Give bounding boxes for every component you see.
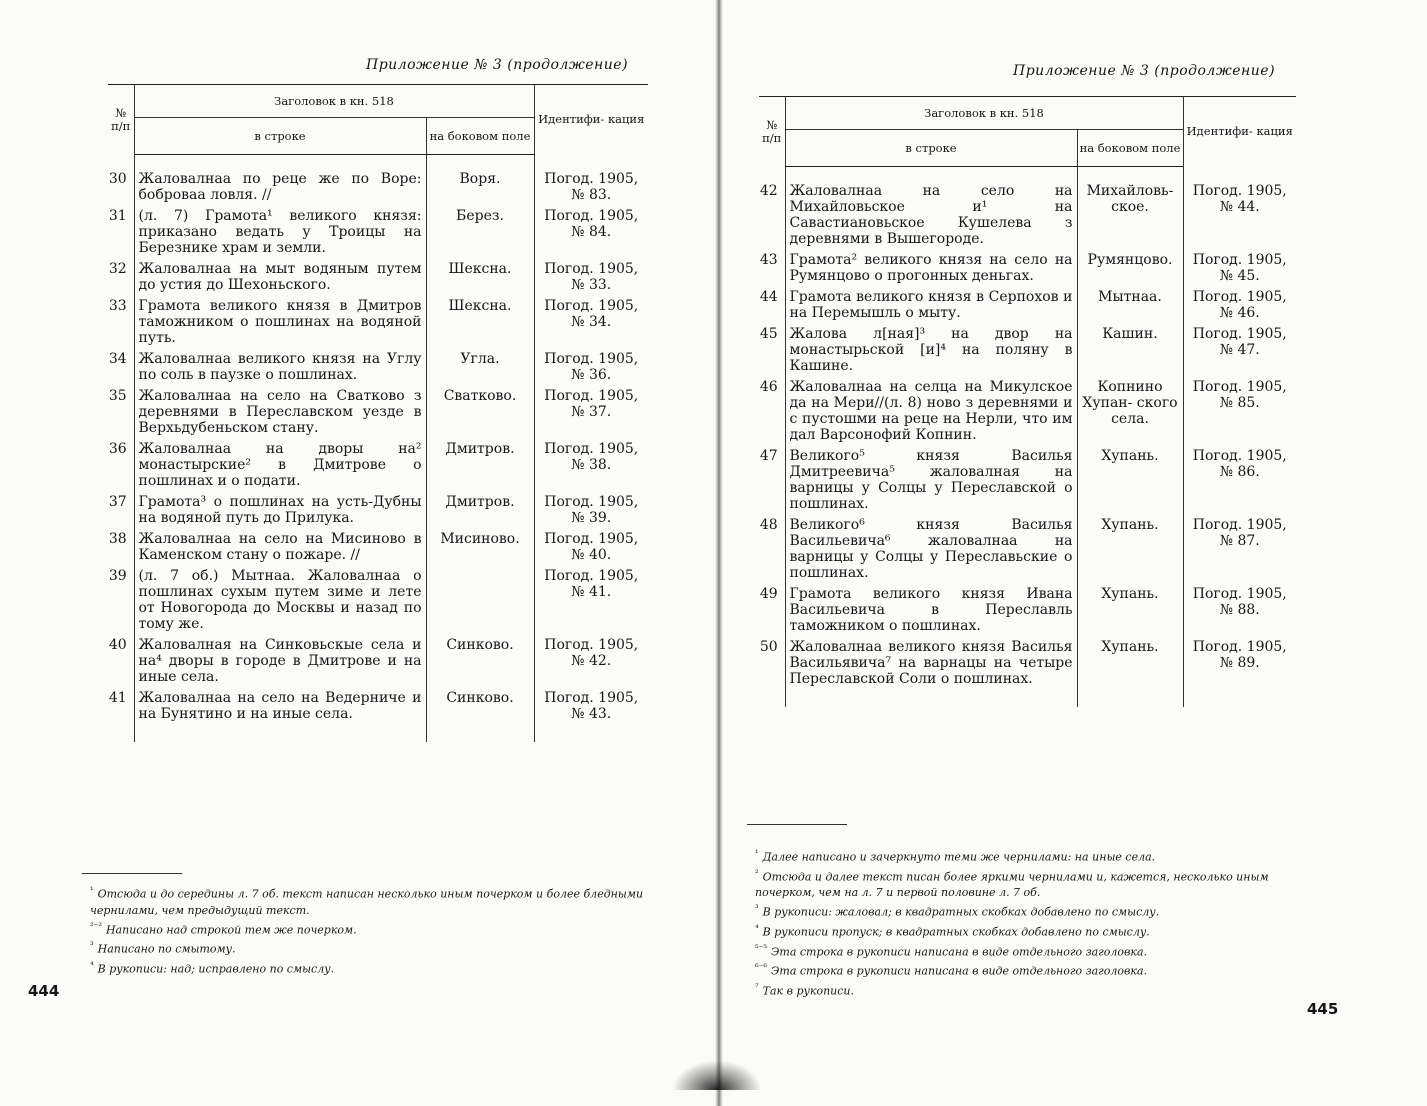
col-header-title-group: Заголовок в кн. 518	[785, 97, 1183, 130]
footnote-rule	[747, 824, 847, 825]
row-identification: Погод. 1905, № 46.	[1192, 289, 1287, 321]
row-number: 36	[108, 441, 127, 457]
footnote-rule	[82, 873, 182, 874]
col-header-in-line: в строке	[134, 118, 426, 155]
row-margin-note: Шексна.	[426, 298, 534, 351]
row-number: 46	[759, 379, 778, 395]
row-number: 42	[759, 182, 778, 199]
row-title-text: Жаловалнаа на село на Сватково з деревнями в Переславском уезде в Верхьдубеньском стану.	[134, 388, 426, 441]
row-title-text: Жаловалнаа на село на Ведерниче и на Бунятино и на иные села.	[134, 690, 426, 742]
row-number: 37	[108, 494, 127, 510]
footnote-mark: ¹	[755, 849, 759, 859]
row-number: 31	[108, 208, 127, 224]
footnote-text: Отсюда и до середины л. 7 об. текст написан несколько иным почерком и более бледными чернилами, чем предыдущий текст.	[90, 887, 644, 917]
row-title-text: Великого⁵ князя Василья Дмитреевича⁵ жаловалная на варницы у Солцы у Переславской о пошлинах.	[785, 448, 1077, 517]
row-title-text: Жаловалнаа на селца на Микулское да на Мери//(л. 8) ново з деревнями и с пустошми на реце на Нерли, что им дал Варсонофий Копнин.	[785, 379, 1077, 448]
table-row	[759, 289, 1296, 326]
footnote-mark: ⁴	[755, 923, 759, 934]
row-margin-note: Хупань.	[1077, 586, 1183, 639]
footnote	[82, 919, 648, 939]
row-number: 43	[759, 252, 778, 268]
row-number: 35	[108, 388, 127, 404]
row-number: 48	[759, 517, 778, 533]
col-header-identification: Идентифи- кация	[1183, 97, 1296, 167]
row-margin-note	[426, 568, 534, 637]
table-row	[759, 379, 1296, 448]
footnote	[747, 866, 1307, 902]
row-margin-note: Берез.	[426, 208, 534, 261]
row-title-text: Великого⁶ князя Василья Васильевича⁶ жаловалнаа на варницы у Солцы у Переславьские о пошлинах.	[785, 517, 1077, 586]
row-identification: Погод. 1905, № 86.	[1192, 448, 1287, 480]
footnote-mark: ¹	[90, 886, 94, 896]
row-identification: Погод. 1905, № 83.	[544, 170, 639, 203]
table-row	[759, 586, 1296, 639]
row-margin-note: Дмитров.	[426, 441, 534, 494]
footnote-mark: ²⁻²	[90, 921, 102, 932]
table-body	[108, 155, 648, 743]
row-margin-note: Кашин.	[1077, 326, 1183, 379]
page-number: 445	[1307, 1000, 1339, 1018]
row-identification: Погод. 1905, № 85.	[1192, 379, 1287, 411]
row-identification: Погод. 1905, № 33.	[544, 261, 639, 293]
table-row	[759, 517, 1296, 586]
row-number: 30	[108, 170, 127, 187]
row-identification: Погод. 1905, № 47.	[1192, 326, 1287, 358]
table-row	[108, 261, 648, 298]
row-margin-note: Хупань.	[1077, 517, 1183, 586]
row-identification: Погод. 1905, № 42.	[544, 637, 639, 669]
right-page	[745, 0, 1345, 1106]
row-title-text: Грамота великого князя в Дмитров таможником о пошлинах на водяной путь.	[134, 298, 426, 351]
table-row	[759, 326, 1296, 379]
row-identification: Погод. 1905, № 37.	[544, 388, 639, 420]
row-identification: Погод. 1905, № 34.	[544, 298, 639, 330]
footnote-text: В рукописи пропуск; в квадратных скобках добавлено по смыслу.	[762, 925, 1150, 939]
row-identification: Погод. 1905, № 84.	[544, 208, 639, 240]
footnote-mark: ³	[90, 941, 94, 952]
footnotes	[82, 883, 648, 978]
footnote	[82, 958, 648, 978]
col-header-identification: Идентифи- кация	[534, 85, 648, 155]
footnote-text: Эта строка в рукописи написана в виде отдельного заголовка.	[770, 964, 1147, 978]
page-number: 444	[28, 982, 60, 1000]
row-number: 45	[759, 326, 778, 342]
row-identification: Погод. 1905, № 87.	[1192, 517, 1287, 549]
row-identification: Погод. 1905, № 39.	[544, 494, 639, 526]
footnote	[82, 883, 648, 919]
row-title-text: Грамота² великого князя на село на Румянцово о прогонных деньгах.	[785, 252, 1077, 289]
table-row	[108, 531, 648, 568]
row-margin-note: Хупань.	[1077, 448, 1183, 517]
row-title-text: (л. 7) Грамота¹ великого князя: приказано ведать у Троицы на Березнике храм и земли.	[134, 208, 426, 261]
row-identification: Погод. 1905, № 43.	[544, 690, 639, 722]
row-identification: Погод. 1905, № 38.	[544, 441, 639, 473]
row-title-text: Грамота великого князя Ивана Васильевича в Переславль таможником о пошлинах.	[785, 586, 1077, 639]
footnote-text: Эта строка в рукописи написана в виде отдельного заголовка.	[770, 945, 1147, 959]
row-margin-note: Воря.	[426, 155, 534, 209]
table-row	[759, 639, 1296, 707]
running-head: Приложение № 3 (продолжение)	[366, 57, 629, 73]
table-row	[108, 155, 648, 209]
footnote-text: Так в рукописи.	[762, 984, 854, 998]
footnote-mark: ⁴	[90, 960, 94, 971]
row-title-text: Грамота великого князя в Серпохов и на Перемышль о мыту.	[785, 289, 1077, 326]
table-body	[759, 167, 1296, 708]
footnote-text: Отсюда и далее текст писан более яркими чернилами и, кажется, несколько иным почерком, чем на л. 7 и первой половине л. 7 об.	[755, 870, 1269, 900]
footnote-mark: ⁶⁻⁶	[755, 963, 767, 974]
col-header-title-group: Заголовок в кн. 518	[134, 85, 534, 118]
footnote	[747, 941, 1307, 961]
col-header-margin: на боковом поле	[1077, 130, 1183, 167]
row-number: 32	[108, 261, 127, 277]
row-title-text: (л. 7 об.) Мытнаа. Жаловалнаа о пошлинах сухым путем зиме и лете от Новогорода до Москвы и назад по тому же.	[134, 568, 426, 637]
row-number: 39	[108, 568, 127, 584]
row-title-text: Жаловалная на Синковьскые села и на⁴ дворы в городе в Дмитрове и на иные села.	[134, 637, 426, 690]
footnote	[747, 980, 1307, 1000]
row-identification: Погод. 1905, № 45.	[1192, 252, 1287, 284]
table-row	[108, 690, 648, 742]
row-identification: Погод. 1905, № 41.	[544, 568, 639, 600]
row-title-text: Жалова л[ная]³ на двор на монастырьской [и]⁴ на поляну в Кашине.	[785, 326, 1077, 379]
table-row	[108, 298, 648, 351]
row-margin-note: Мытнаа.	[1077, 289, 1183, 326]
row-margin-note: Дмитров.	[426, 494, 534, 531]
row-margin-note: Синково.	[426, 690, 534, 742]
footnote	[747, 921, 1307, 941]
footnote-mark: ³	[755, 904, 759, 915]
row-identification: Погод. 1905, № 88.	[1192, 586, 1287, 618]
row-margin-note: Михайловь- ское.	[1077, 167, 1183, 253]
row-title-text: Жаловалнаа на село на Михайловьское и¹ на Савастиановьское Кушелева з деревнями в Вышегороде.	[785, 167, 1077, 253]
row-number: 34	[108, 351, 127, 367]
left-page	[28, 0, 660, 1106]
appendix-table	[108, 84, 648, 742]
row-number: 40	[108, 637, 127, 653]
table-row	[108, 208, 648, 261]
footnote	[82, 938, 648, 958]
row-margin-note: Румянцово.	[1077, 252, 1183, 289]
footnote	[747, 960, 1307, 980]
table-row	[108, 568, 648, 637]
book-gutter	[715, 0, 723, 1106]
row-number: 44	[759, 289, 778, 305]
table-row	[108, 441, 648, 494]
row-number: 49	[759, 586, 778, 602]
row-title-text: Жаловалнаа на дворы на² монастырские² в Дмитрове о пошлинах и о подати.	[134, 441, 426, 494]
footnote-text: Далее написано и зачеркнуто теми же чернилами: на иные села.	[762, 850, 1156, 864]
appendix-table	[759, 96, 1296, 707]
row-margin-note: Синково.	[426, 637, 534, 690]
row-number: 41	[108, 690, 127, 706]
table-row	[759, 448, 1296, 517]
row-title-text: Жаловалнаа великого князя на Углу по соль в паузке о пошлинах.	[134, 351, 426, 388]
row-margin-note: Угла.	[426, 351, 534, 388]
footnote	[747, 846, 1307, 866]
row-identification: Погод. 1905, № 36.	[544, 351, 639, 383]
footnote-text: В рукописи: жаловал; в квадратных скобках добавлено по смыслу.	[762, 905, 1160, 919]
col-header-number: № п/п	[108, 85, 134, 155]
running-head: Приложение № 3 (продолжение)	[1013, 63, 1276, 79]
row-margin-note: Хупань.	[1077, 639, 1183, 707]
table-row	[108, 637, 648, 690]
col-header-in-line: в строке	[785, 130, 1077, 167]
row-margin-note: Сватково.	[426, 388, 534, 441]
col-header-number: № п/п	[759, 97, 785, 167]
row-title-text: Жаловалнаа на село на Мисиново в Каменском стану о пожаре. //	[134, 531, 426, 568]
table-row	[759, 167, 1296, 253]
row-identification: Погод. 1905, № 40.	[544, 531, 639, 563]
table-row	[108, 494, 648, 531]
row-identification: Погод. 1905, № 44.	[1192, 182, 1287, 215]
row-title-text: Жаловалнаа по реце же по Воре: боброваа ловля. //	[134, 155, 426, 209]
row-title-text: Жаловалнаа на мыт водяным путем до устия до Шехоньского.	[134, 261, 426, 298]
col-header-margin: на боковом поле	[426, 118, 534, 155]
row-identification: Погод. 1905, № 89.	[1192, 639, 1287, 671]
footnote-text: В рукописи: над; исправлено по смыслу.	[97, 962, 335, 976]
footnote-mark: ⁷	[755, 982, 759, 993]
row-number: 47	[759, 448, 778, 464]
footnote-text: Написано над строкой тем же почерком.	[105, 923, 357, 937]
row-number: 33	[108, 298, 127, 314]
row-margin-note: Шексна.	[426, 261, 534, 298]
footnote-text: Написано по смытому.	[97, 942, 236, 956]
footnote	[747, 901, 1307, 921]
row-title-text: Жаловалнаа великого князя Василья Васильявича⁷ на варнацы на четыре Переславской Соли о пошлинах.	[785, 639, 1077, 707]
table-row	[108, 388, 648, 441]
footnotes	[747, 846, 1307, 1000]
row-number: 38	[108, 531, 127, 547]
table-row	[108, 351, 648, 388]
row-number: 50	[759, 639, 778, 655]
footnote-mark: ⁵⁻⁵	[755, 943, 767, 954]
row-margin-note: Мисиново.	[426, 531, 534, 568]
row-title-text: Грамота³ о пошлинах на усть-Дубны на водяной путь до Прилука.	[134, 494, 426, 531]
table-row	[759, 252, 1296, 289]
row-margin-note: Копнино Хупан- ского села.	[1077, 379, 1183, 448]
footnote-mark: ²	[755, 868, 759, 879]
